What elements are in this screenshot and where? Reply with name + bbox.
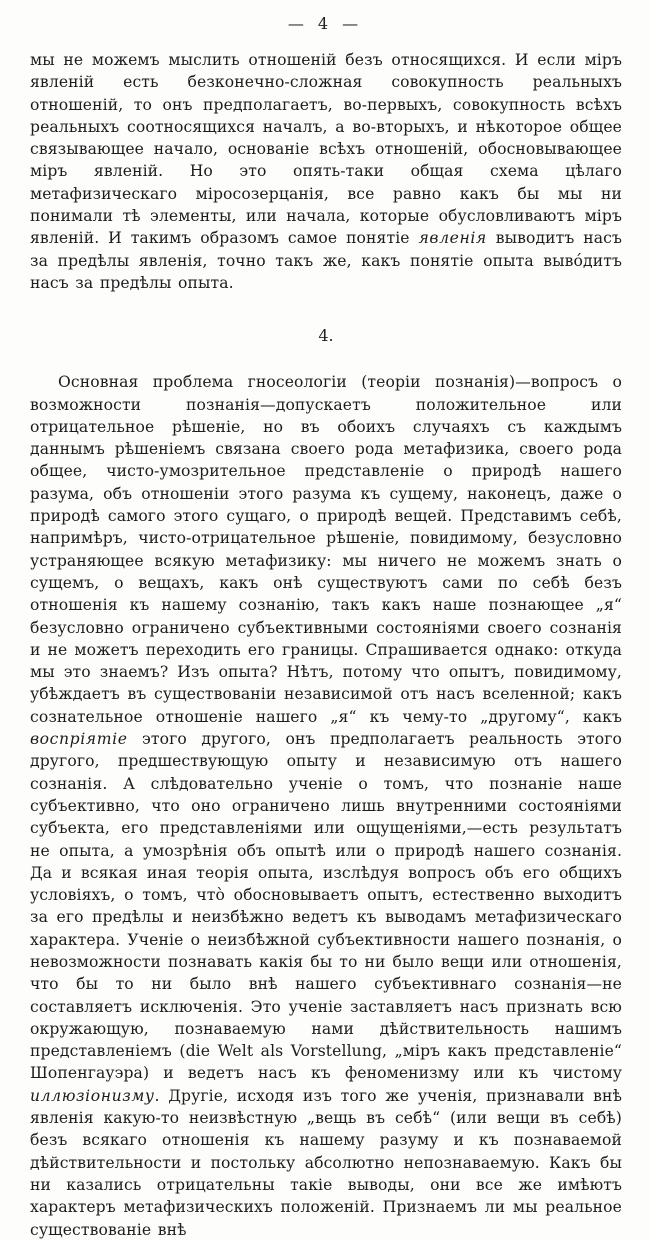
- text-segment: Основная проблема гносеологіи (теоріи познанія)—вопросъ о возможности познанія—допускаетъ положительное или отрицательное рѣшеніе, но въ обоихъ случаяхъ съ каждымъ даннымъ рѣшеніемъ связана своего рода метафизика, своего рода общее, чисто-умозрительное представленіе о природѣ нашего разума, объ отношеніи этого разума къ сущему, наконецъ, даже о природѣ самого этого сущаго, о природѣ вещей. Представимъ себѣ, напримѣръ, чисто-отрицательное рѣшеніе, повидимому, безусловно устраняющее всякую метафизику: мы ничего не можемъ знать о сущемъ, о вещахъ, какъ онѣ существуютъ сами по себѣ безъ отношенія къ нашему сознанію, такъ какъ наше познающее „я“ безусловно ограничено субъективными состояніями своего сознанія и не можетъ переходить его границы. Спрашивается однако: откуда мы это знаемъ? Изъ опыта? Нѣтъ, потому что опытъ, повидимому, убѣждаетъ въ существованіи независимой отъ насъ вселенной; какъ сознательное отношеніе нашего „я“ къ чему-то „другому“, какъ: [30, 373, 622, 726]
- paragraph-continuation: [30, 49, 622, 294]
- text-segment: мы не можемъ мыслить отношеній безъ относящихся. И если міръ явленій есть безконечно-сложная совокупность реальныхъ отношеній, то онъ предполагаетъ, во-первыхъ, совокупность всѣхъ реальныхъ соотносящихся началъ, а во-вторыхъ, и нѣкоторое общее связывающее начало, основаніе всѣхъ отношеній, обосновывающее міръ явленій. Но это опять-таки общая схема цѣлаго метафизическаго міросозерцанія, все равно какъ бы мы ни понимали тѣ элементы, или начала, которые обусловливаютъ міръ явленій. И такимъ образомъ самое понятіе: [30, 51, 622, 248]
- paragraph-section-4: [30, 371, 622, 1241]
- text-segment: выводитъ насъ за предѣлы явленія, точно такъ же, какъ понятіе опыта выво́дитъ насъ за предѣлы опыта.: [30, 229, 622, 292]
- section-number-heading: 4.: [318, 326, 334, 346]
- italic-term-yavleniya: явленія: [418, 229, 487, 248]
- italic-term-vospriyatie: воспріятіе: [30, 730, 128, 749]
- text-segment: . Другіе, исходя изъ того же ученія, признавали внѣ явленія какую-то неизвѣстную „вещь въ себѣ“ (или вещи въ себѣ) безъ всякаго отношенія къ нашему разуму и къ познаваемой дѣйствительности и постольку абсолютно непознаваемую. Какъ бы ни казались отрицательны такіе выводы, они все же имѣютъ характеръ метафизическихъ положеній. Признаемъ ли мы реальное существованіе внѣ: [30, 1086, 622, 1239]
- page-number-header: — 4 —: [287, 14, 359, 33]
- text-segment: этого другого, онъ предполагаетъ реальность этого другого, предшествующую опыту и независимую отъ нашего сознанія. А слѣдовательно ученіе о томъ, что познаніе наше субъективно, что оно ограничено лишь внутренними состояніями субъекта, его представленіями или ощущеніями,—есть результатъ не опыта, а умозрѣнія объ опытѣ или о природѣ нашего сознанія. Да и всякая иная теорія опыта, изслѣдуя вопросъ объ его общихъ условіяхъ, о томъ, что̀ обосновываетъ опытъ, естественно выходитъ за его предѣлы и неизбѣжно ведетъ къ выводамъ метафизическаго характера. Ученіе о неизбѣжной субъективности нашего познанія, о невозможности познавать какія бы то ни было вещи или отношенія, что бы то ни было внѣ нашего субъективнаго сознанія—не составляетъ исключенія. Это ученіе заставляетъ насъ признать всю окружающую, познаваемую нами дѣйствительность нашимъ представленіемъ (die Welt als Vorstellung, „міръ какъ представленіе“ Шопенгауэра) и ведетъ насъ къ феноменизму или къ чистому: [30, 730, 622, 1083]
- italic-term-illyuzionizmu: иллюзіонизму: [30, 1086, 155, 1105]
